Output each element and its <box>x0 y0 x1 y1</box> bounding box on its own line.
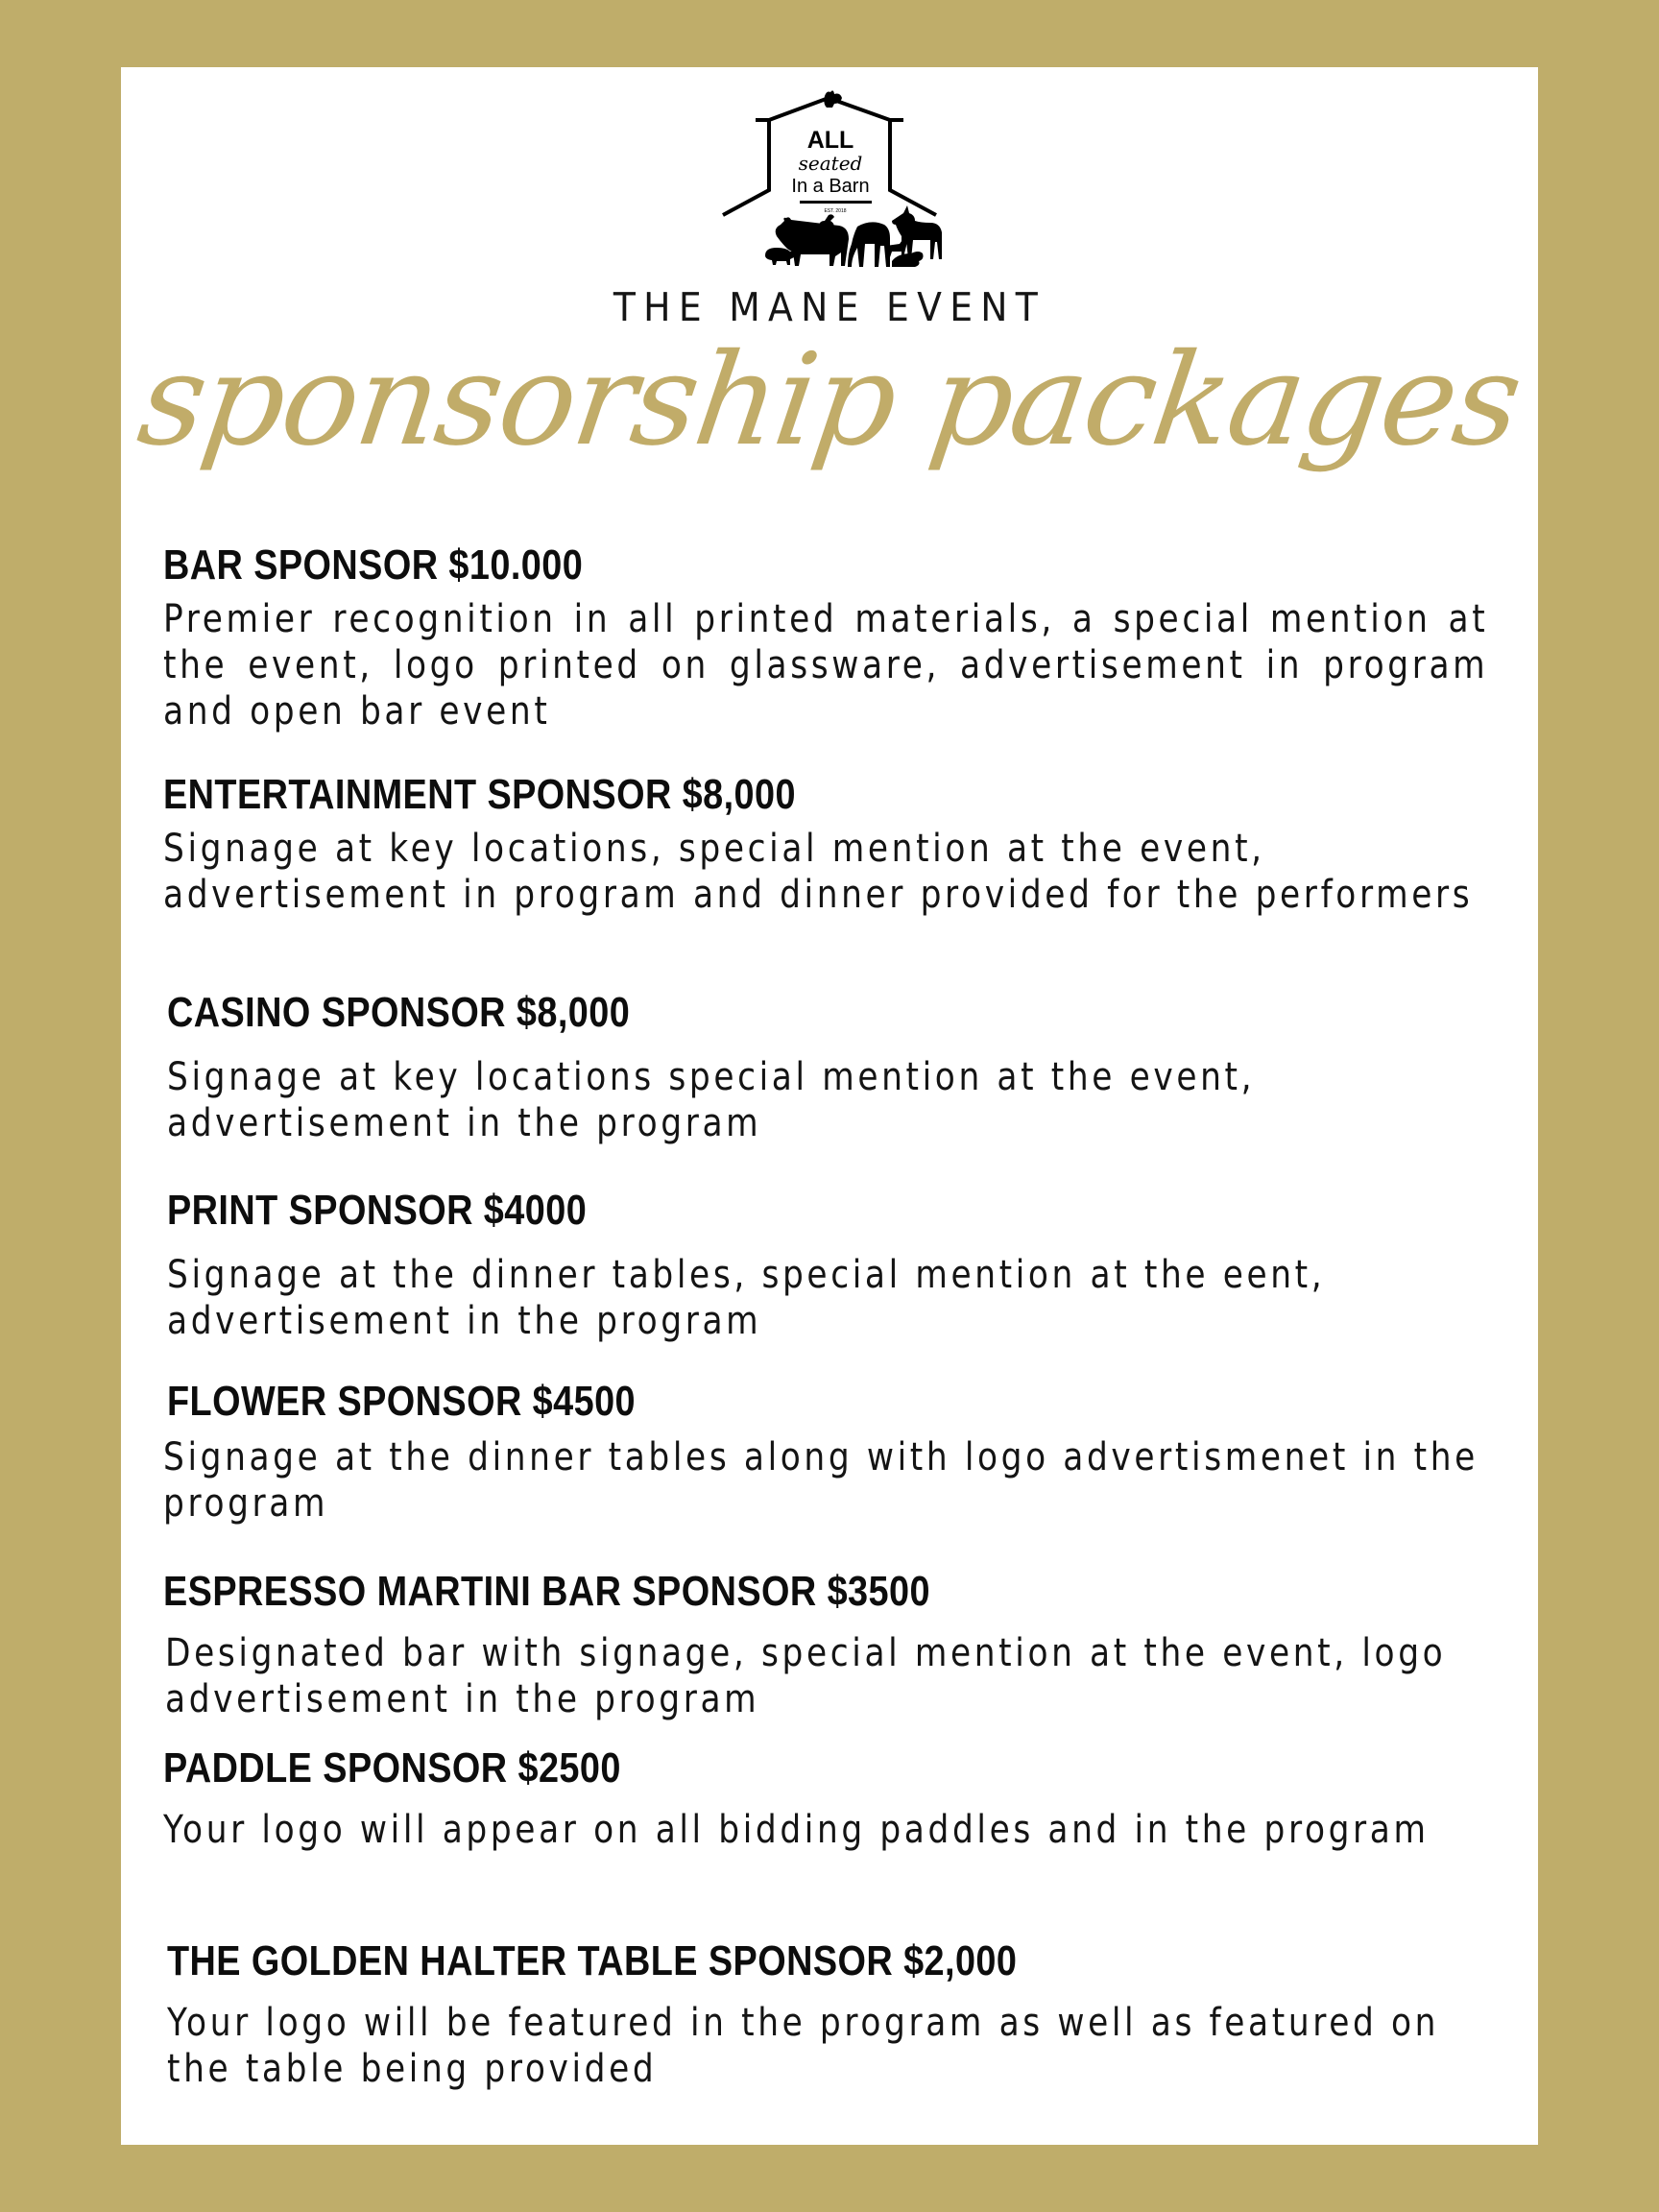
package-description: Signage at key locations special mention at the event, advertisement in the program <box>167 1055 1256 1145</box>
package-title: PADDLE SPONSOR $2500 <box>163 1744 621 1791</box>
package-title: ENTERTAINMENT SPONSOR $8,000 <box>163 771 796 818</box>
package-title: PRINT SPONSOR $4000 <box>167 1187 588 1234</box>
package-description: Designated bar with signage, special mention at the event, logo advertisement in the program <box>165 1631 1447 1721</box>
package-entertainment-sponsor <box>163 770 1488 918</box>
package-title: FLOWER SPONSOR $4500 <box>167 1378 637 1425</box>
package-golden-halter-table-sponsor <box>167 1936 1492 2092</box>
package-description: Signage at key locations, special mention at the event, advertisement in program and dinner provided for the performers <box>163 827 1474 917</box>
package-flower-sponsor <box>163 1377 1492 1527</box>
package-paddle-sponsor <box>163 1743 1488 1853</box>
package-description: Your logo will be featured in the program as well as featured on the table being provided <box>167 2001 1440 2091</box>
package-description: Signage at the dinner tables, special mention at the eent, advertisement in the program <box>167 1253 1326 1343</box>
logo-text-seated: seated <box>798 152 863 175</box>
logo-text-all: ALL <box>806 127 854 154</box>
package-title: CASINO SPONSOR $8,000 <box>167 989 631 1036</box>
page-title: sponsorship packages <box>130 326 1529 474</box>
package-espresso-martini-bar-sponsor <box>163 1567 1488 1722</box>
package-title: THE GOLDEN HALTER TABLE SPONSOR $2,000 <box>167 1937 1018 1984</box>
package-description: Your logo will appear on all bidding paddles and in the program <box>163 1808 1430 1852</box>
package-bar-sponsor <box>163 541 1488 734</box>
package-title: ESPRESSO MARTINI BAR SPONSOR $3500 <box>163 1568 930 1615</box>
farm-animals-icon <box>765 205 942 267</box>
package-description: Signage at the dinner tables along with logo advertismenet in the program <box>163 1435 1479 1526</box>
package-print-sponsor <box>167 1186 1492 1344</box>
event-name: THE MANE EVENT <box>613 284 1046 330</box>
barn-animals-logo-icon <box>715 84 946 273</box>
logo-text-in-a-barn: In a Barn <box>791 176 870 197</box>
package-casino-sponsor <box>167 988 1492 1146</box>
package-description: Premier recognition in all printed materials, a special mention at the event, logo printed on glassware, advertisement in program and open bar event <box>163 597 1489 733</box>
logo-established: EST. 2018 <box>824 208 847 214</box>
package-title: BAR SPONSOR $10.000 <box>163 541 584 589</box>
